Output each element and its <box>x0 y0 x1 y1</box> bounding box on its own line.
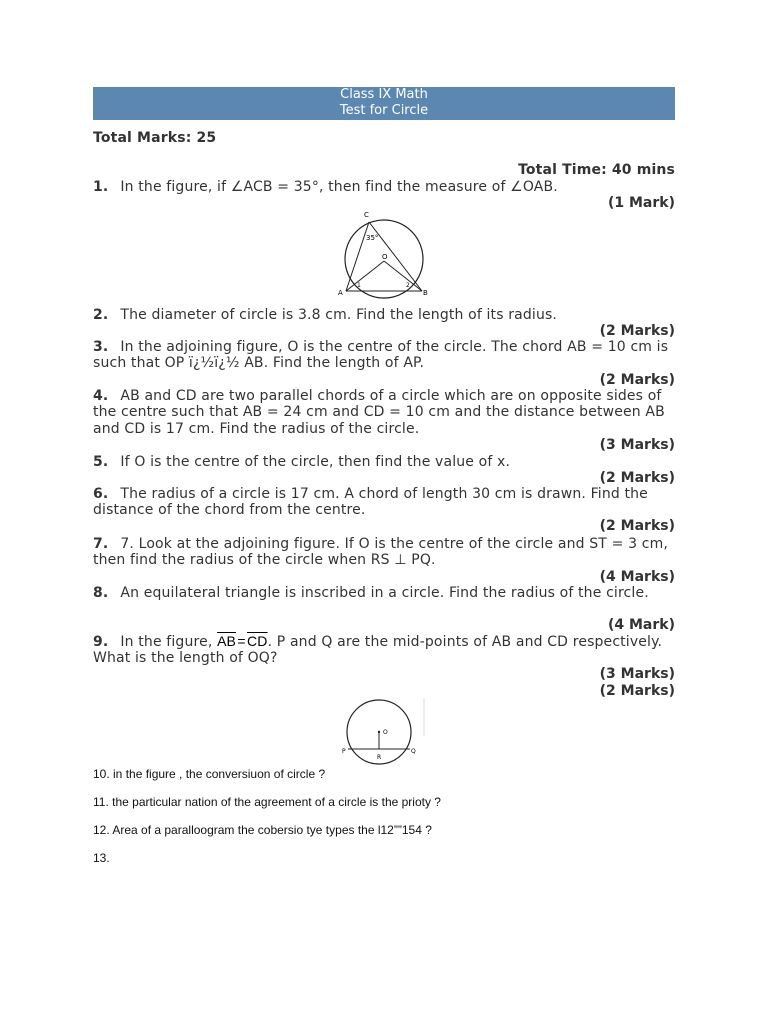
extra-line-11: 11. the particular nation of the agreement of a circle is the prioty ? <box>93 795 441 809</box>
question-2: 2. The diameter of circle is 3.8 cm. Find the length of its radius. <box>93 307 558 323</box>
title-line-1: Class IX Math <box>340 87 428 102</box>
question-8-marks: (4 Mark) <box>607 617 675 633</box>
fig1-label-c: C <box>364 211 369 219</box>
question-4: 4. AB and CD are two parallel chords of a circle which are on opposite sides of the centre such that AB = 24 cm and CD = 10 cm and the distance between AB and CD is 17 cm. Find the radius of the circle. <box>93 388 665 437</box>
fig2-label-r: R <box>377 754 382 761</box>
title-banner <box>93 87 675 120</box>
extra-line-13: 13. <box>93 851 110 865</box>
extra-line-12: 12. Area of a paralloogram the cobersio tye types the l12””154 ? <box>93 823 432 837</box>
fig1-line-cb <box>369 222 422 291</box>
question-5: 5. If O is the centre of the circle, then find the value of x. <box>93 454 511 470</box>
fig2-label-p: P <box>342 748 346 755</box>
fig1-label-1: 1 <box>357 282 361 289</box>
question-7-marks: (4 Marks) <box>599 569 675 585</box>
question-7: 7. 7. Look at the adjoining figure. If O is the centre of the circle and ST = 3 cm, then find the radius of the circle when RS ⊥ PQ. <box>93 536 668 569</box>
fig1-label-o: O <box>382 253 388 261</box>
question-8: 8. An equilateral triangle is inscribed in a circle. Find the radius of the circle. <box>93 585 649 601</box>
fig1-line-ca <box>346 222 369 291</box>
title-line-2: Test for Circle <box>339 103 429 118</box>
question-1-marks: (1 Mark) <box>607 195 675 211</box>
circle-figure-2 <box>338 696 430 766</box>
extra-line-10: 10. in the figure , the conversiuon of circle ? <box>93 767 326 781</box>
chord-equation: $\overline{AB}$ = $\overline{CD}$ <box>217 633 268 649</box>
question-9: 9. In the figure, $\overline{AB}$ = $\overline{CD}$. P and Q are the mid-points of AB and CD respectively. What is the length of OQ? <box>93 633 663 667</box>
question-3: 3. In the adjoining figure, O is the centre of the circle. The chord AB = 10 cm is such that OP ï¿½ï¿½ AB. Find the length of AP. <box>93 339 669 372</box>
question-6: 6. The radius of a circle is 17 cm. A chord of length 30 cm is drawn. Find the distance of the chord from the centre. <box>93 486 648 519</box>
total-time: Total Time: 40 mins <box>518 162 675 178</box>
question-5-marks: (2 Marks) <box>599 470 675 486</box>
fig2-label-o: O <box>383 729 388 736</box>
question-9-marks-2: (2 Marks) <box>599 683 675 699</box>
question-4-marks: (3 Marks) <box>599 437 675 453</box>
fig1-line-oa <box>346 261 384 291</box>
question-6-marks: (2 Marks) <box>599 518 675 534</box>
fig1-label-b: B <box>423 289 428 297</box>
fig2-label-q: Q <box>411 748 416 755</box>
total-marks: Total Marks: 25 <box>93 130 217 146</box>
fig1-label-a: A <box>338 289 343 297</box>
circle-figure-1 <box>333 208 435 300</box>
fig1-label-2: 2 <box>406 282 410 289</box>
fig2-center-dot <box>378 731 380 733</box>
question-9-marks: (3 Marks) <box>599 666 675 682</box>
fig1-label-angle: 35° <box>366 234 379 242</box>
question-1: 1. In the figure, if ∠ACB = 35°, then find the measure of ∠OAB. <box>93 179 558 195</box>
question-3-marks: (2 Marks) <box>599 372 675 388</box>
question-2-marks: (2 Marks) <box>599 323 675 339</box>
